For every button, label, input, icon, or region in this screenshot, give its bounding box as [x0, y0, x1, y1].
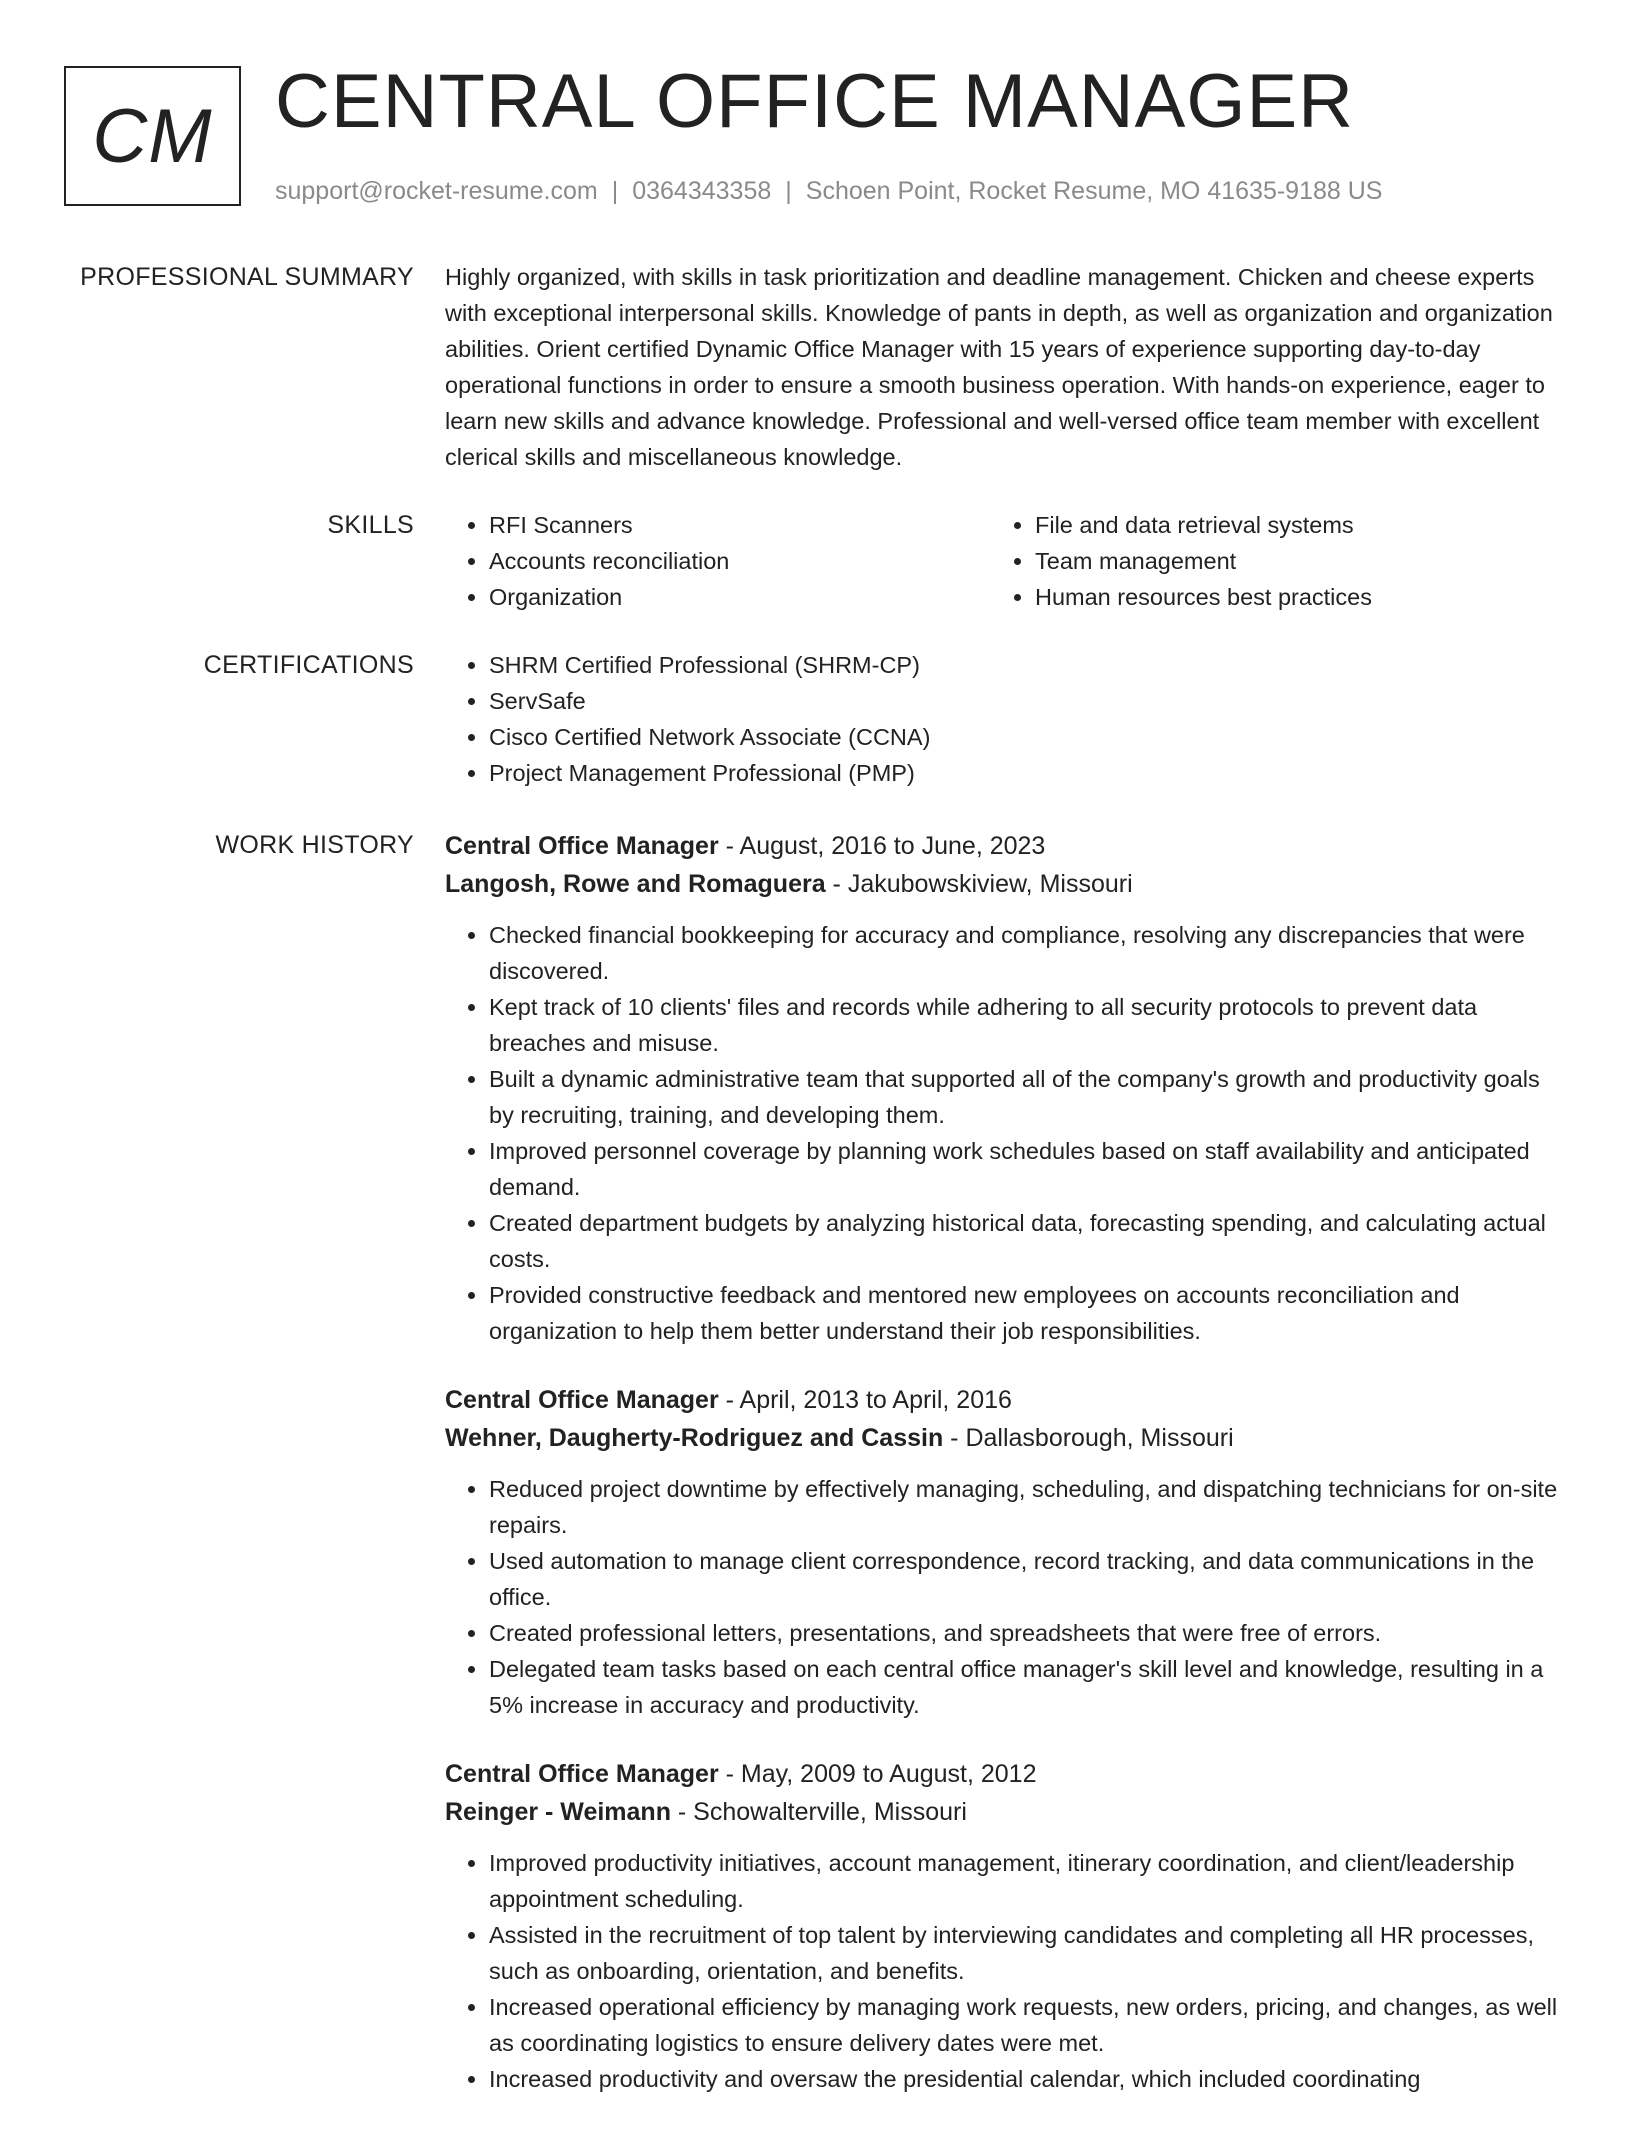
contact-separator: | — [611, 177, 619, 205]
job-entry — [445, 827, 1560, 1349]
skills-body — [445, 507, 1560, 615]
job-bullet: • Provided constructive feedback and mentored new employees on accounts reconciliation and organization to help them better understand their job responsibilities. — [489, 1277, 1560, 1349]
job-company-line — [445, 865, 1560, 903]
job-entry — [445, 1381, 1560, 1723]
skill-item: • Accounts reconciliation — [489, 543, 991, 579]
skills-list-right — [991, 507, 1537, 615]
certification-item: • Project Management Professional (PMP) — [489, 755, 1560, 791]
work-history-body — [445, 827, 1560, 2129]
summary-text: Highly organized, with skills in task prioritization and deadline management. Chicken and cheese experts with exceptional interpersonal skills. Knowledge of pants in depth, as well as organization and organization abilities. Orient certified Dynamic Office Manager with 15 years of experience supporting day-to-day operational functions in order to ensure a smooth business operation. With hands-on experience, eager to learn new skills and advance knowledge. Professional and well-versed office team member with excellent clerical skills and miscellaneous knowledge. — [445, 264, 1553, 470]
job-title-line — [445, 827, 1560, 865]
contact-line — [275, 174, 1382, 208]
certification-item: • SHRM Certified Professional (SHRM-CP) — [489, 647, 1560, 683]
job-bullet: • Built a dynamic administrative team that supported all of the company's growth and productivity goals by recruiting, training, and developing them. — [489, 1061, 1560, 1133]
contact-address: Schoen Point, Rocket Resume, MO 41635-9188 US — [805, 177, 1383, 205]
summary-label: PROFESSIONAL SUMMARY — [80, 263, 414, 291]
summary-body — [445, 259, 1560, 475]
skill-item: • Organization — [489, 579, 991, 615]
skill-item: • File and data retrieval systems — [1035, 507, 1537, 543]
job-title: Central Office Manager — [445, 1386, 719, 1414]
work-history-label: WORK HISTORY — [215, 831, 414, 859]
job-dates: - August, 2016 to June, 2023 — [718, 832, 1046, 860]
job-company: Reinger - Weimann — [445, 1798, 671, 1826]
job-location: - Schowalterville, Missouri — [670, 1798, 967, 1826]
job-company: Wehner, Daugherty-Rodriguez and Cassin — [445, 1424, 944, 1452]
skills-list-left — [445, 507, 991, 615]
job-bullet: • Created department budgets by analyzing historical data, forecasting spending, and calculating actual costs. — [489, 1205, 1560, 1277]
job-entry — [445, 1755, 1560, 2097]
job-bullet: • Created professional letters, presentations, and spreadsheets that were free of errors. — [489, 1615, 1560, 1651]
job-bullet: • Delegated team tasks based on each central office manager's skill level and knowledge, resulting in a 5% increase in accuracy and productivity. — [489, 1651, 1560, 1723]
contact-phone[interactable]: 0364343358 — [632, 177, 772, 205]
job-bullet: • Checked financial bookkeeping for accuracy and compliance, resolving any discrepancies that were discovered. — [489, 917, 1560, 989]
job-bullet: • Improved productivity initiatives, account management, itinerary coordination, and client/leadership appointment scheduling. — [489, 1845, 1560, 1917]
contact-email[interactable]: support@rocket-resume.com — [275, 177, 598, 205]
monogram-initials: CM — [92, 93, 213, 179]
job-location: - Dallasborough, Missouri — [943, 1424, 1234, 1452]
certifications-list — [445, 647, 1560, 791]
job-location: - Jakubowskiview, Missouri — [825, 870, 1133, 898]
job-title: Central Office Manager — [445, 1760, 719, 1788]
job-bullets — [445, 917, 1560, 1349]
job-title: Central Office Manager — [445, 832, 719, 860]
job-bullet: • Kept track of 10 clients' files and records while adhering to all security protocols to prevent data breaches and misuse. — [489, 989, 1560, 1061]
job-company: Langosh, Rowe and Romaguera — [445, 870, 826, 898]
monogram-box — [64, 66, 241, 206]
job-bullets — [445, 1845, 1560, 2097]
resume-name: CENTRAL OFFICE MANAGER — [275, 59, 1355, 144]
skills-label: SKILLS — [327, 511, 414, 539]
job-title-line — [445, 1381, 1560, 1419]
skill-item: • Human resources best practices — [1035, 579, 1537, 615]
job-bullet: • Reduced project downtime by effectively managing, scheduling, and dispatching technicians for on-site repairs. — [489, 1471, 1560, 1543]
certifications-body — [445, 647, 1560, 791]
job-bullet: • Increased productivity and oversaw the presidential calendar, which included coordinating — [489, 2061, 1560, 2097]
job-company-line — [445, 1419, 1560, 1457]
job-bullet: • Improved personnel coverage by planning work schedules based on staff availability and anticipated demand. — [489, 1133, 1560, 1205]
contact-separator: | — [785, 177, 792, 205]
skill-item: • RFI Scanners — [489, 507, 991, 543]
job-dates: - May, 2009 to August, 2012 — [718, 1760, 1037, 1788]
job-bullet: • Assisted in the recruitment of top talent by interviewing candidates and completing all HR processes, such as onboarding, orientation, and benefits. — [489, 1917, 1560, 1989]
job-dates: - April, 2013 to April, 2016 — [718, 1386, 1012, 1414]
job-bullet: • Used automation to manage client correspondence, record tracking, and data communications in the office. — [489, 1543, 1560, 1615]
job-title-line — [445, 1755, 1560, 1793]
job-company-line — [445, 1793, 1560, 1831]
certification-item: • Cisco Certified Network Associate (CCNA) — [489, 719, 1560, 755]
certifications-label: CERTIFICATIONS — [203, 651, 414, 679]
job-bullet: • Increased operational efficiency by managing work requests, new orders, pricing, and changes, as well as coordinating logistics to ensure delivery dates were met. — [489, 1989, 1560, 2061]
certification-item: • ServSafe — [489, 683, 1560, 719]
skill-item: • Team management — [1035, 543, 1537, 579]
job-bullets — [445, 1471, 1560, 1723]
